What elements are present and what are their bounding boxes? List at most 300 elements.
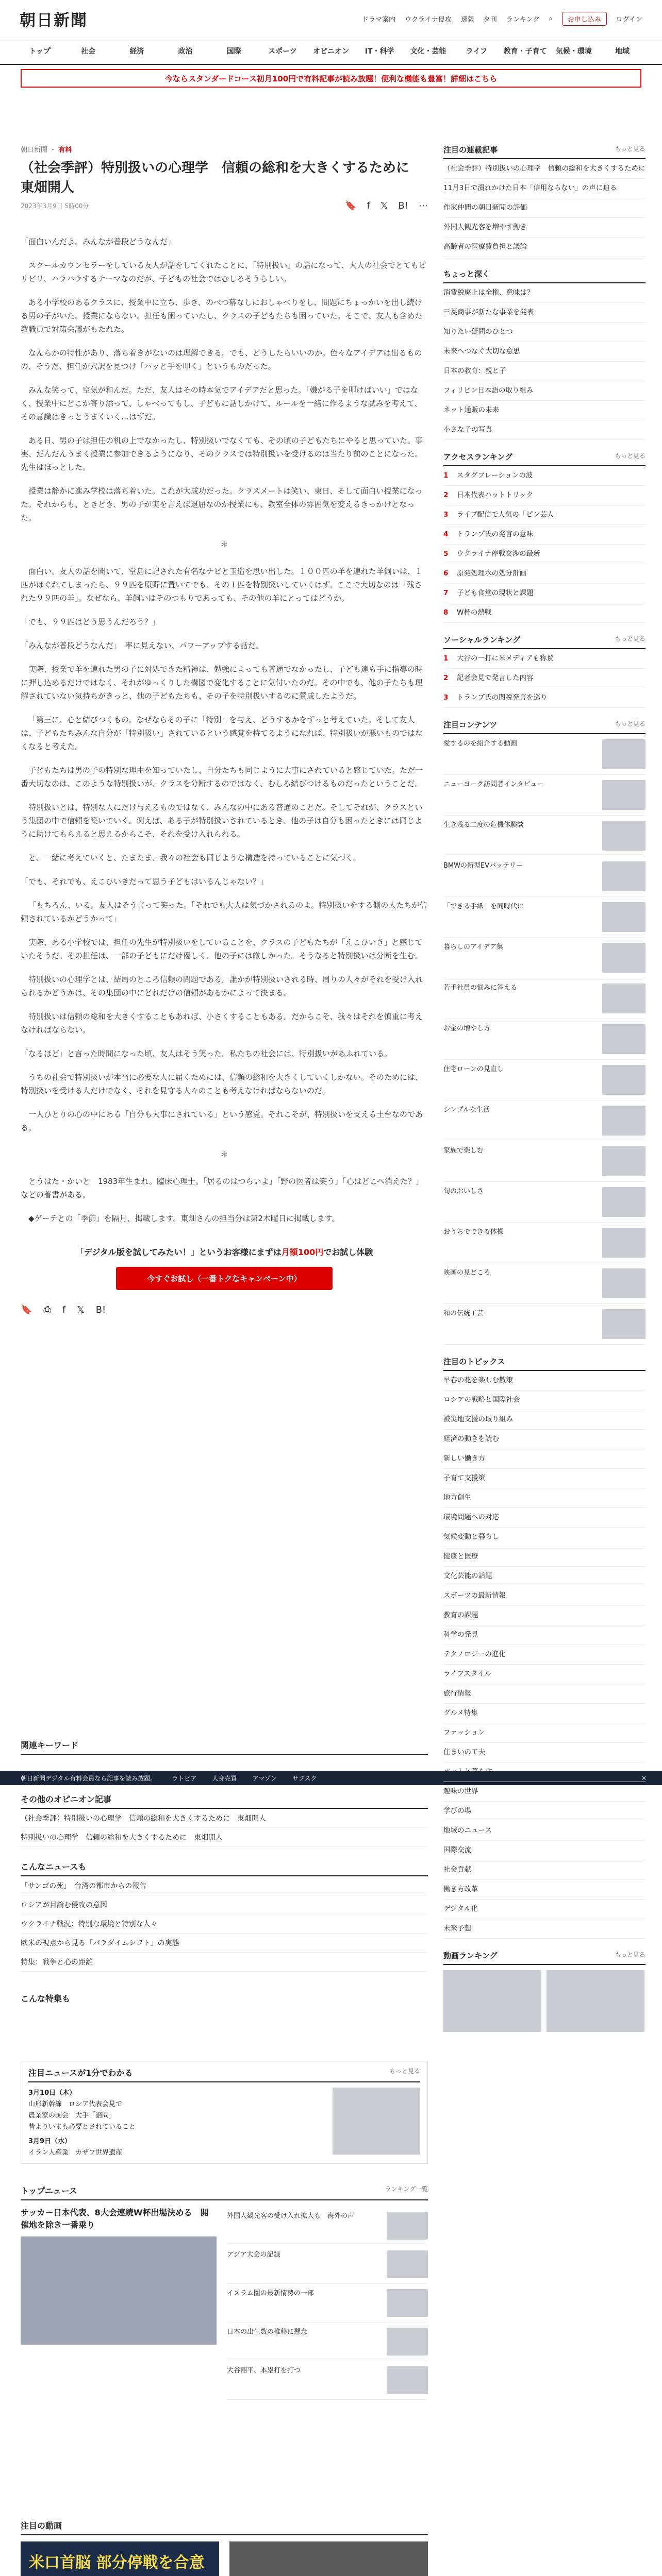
main-nav [0,38,662,65]
article [21,144,428,1315]
top-news-title [21,2184,428,2200]
list-item-label: シンプルな生活 [443,1106,490,1114]
thumbnail [602,1268,646,1298]
sidebar-section-title [443,451,646,466]
list-item[interactable] [443,283,646,303]
paragraph: ある日、男の子は担任の机の上でなかったし、特別扱いでなくても、その頃の子どもたちにやると思っていた。事実、だんだんうまく授業に参加できるようになり、そのクラスでは特別扱いを受けるのは当たり前のことになった。先生はほっとした。 [21,436,423,472]
site-header [0,0,662,38]
sidebar-heading: ソーシャルランキング [443,635,520,645]
list-item[interactable] [21,1914,428,1934]
paragraph: 授業は静かに進み学校は落ち着いた。これが大成功だった。クラスメートは笑い、東日、そして面白い授業になった。それからも、ときどき、男の子が実を言えば退屈なのか授業にも、教室全体の雰囲気を変えるきっかけとなった。 [21,486,423,522]
features-title: こんな特集も [21,1994,71,2004]
thumbnail [602,943,646,973]
subscribe-button[interactable]: お申し込み [562,12,607,26]
list-item-label: 住宅ローンの見直し [443,1065,504,1073]
list-item-label: 高齢者の医療費負担と議論 [443,243,527,251]
list-item-label: 和の伝統工芸 [443,1310,484,1317]
nav-item[interactable]: 政治 [178,47,193,56]
paragraph: と、一緒に考えていくと、たまたま、我々の社会も同じような構造を持っていることに気づく。 [28,853,361,862]
paragraph: 一人ひとりの心の中にある「自分も大事にされている」という感覚。それこそが、特別扱いを支える土台なのである。 [21,1110,423,1132]
list-item-label: 原発処理水の処分計画 [457,569,526,578]
list-item-label: 子ども食堂の現状と課題 [457,589,534,597]
list-item[interactable] [443,1371,646,1391]
sidebar-contents [443,719,646,1345]
section-divider: ＊ [220,1150,228,1159]
list-item[interactable] [443,1762,646,1782]
list-item-label: 地方創生 [443,1494,471,1502]
list-item-label: 環境問題への対応 [443,1513,499,1521]
hatena-icon[interactable]: B! [95,1304,106,1315]
rank-number: 2 [443,674,449,682]
nav-item[interactable]: 気候・環境 [555,47,592,56]
keywords-title: 関連キーワード [21,1739,428,1755]
nav-item[interactable]: スポーツ [268,47,297,56]
list-item[interactable] [443,1304,646,1345]
video-thumbnail[interactable] [443,1970,541,2032]
thumbnail [602,984,646,1013]
list-item-label: 地域のニュース [443,1826,492,1835]
list-item[interactable] [21,1934,428,1953]
list-item-label: ウクライナ停戦交渉の最新 [457,550,540,558]
search-icon[interactable]: ⌕ [549,15,553,23]
popular-item-label: 「サンゴの死」 台湾の都市からの報告 [21,1882,147,1890]
list-item[interactable] [443,1528,646,1547]
list-item[interactable] [443,1223,646,1263]
timeline-more-link[interactable]: もっと見る [389,2067,420,2075]
header-links [362,12,642,26]
list-item-label: 日本の教育：親と子 [443,367,506,375]
nav-item[interactable]: トップ [29,47,51,56]
list-item[interactable] [443,584,646,603]
list-item-label: 旅行情報 [443,1689,471,1698]
rank-number: 1 [443,471,449,480]
close-icon[interactable]: × [641,1774,647,1782]
rank-number: 5 [443,550,449,558]
top-news-more-link[interactable]: ランキング一覧 [385,2185,428,2193]
list-item[interactable] [443,1625,646,1645]
list-item[interactable] [443,401,646,420]
hatena-icon[interactable]: B! [398,200,408,211]
x-icon[interactable]: 𝕏 [380,200,388,211]
paragraph: 「でも、それでも、えこひいきだって思う子どもはいるんじゃない？」 [21,877,269,886]
rank-number: 7 [443,589,449,597]
thumbnail [387,2289,428,2317]
list-item-label: 未来予想 [443,1924,471,1933]
paragraph: 「第三に、心と結びつくもの。なぜならその子に「特別」を与え、どうするかをずっと考えていた。そして友人は、子どもたちみんな自分が「特別扱い」されているという感覚を持てるようになれば、特別扱いが悪いものではなくなると考えた。 [21,715,423,751]
paragraph: 面白い。友人の話を聞いて、堂島に記された有名なナビと玉造を思い出した。１００匹の羊を連れた羊飼いは、１匹がはぐれてしまったら、９９匹を原野に置いてでも、その１匹を特別扱いしていくはず。ここで大切なのは「残された９９匹の羊」。なぜなら、羊飼いはそのつもりであっても、その他の羊にとってはどうか。 [21,567,423,603]
list-item[interactable] [227,2284,428,2323]
list-item[interactable] [443,198,646,218]
paragraph: うちの社会で特別扱いが本当に必要な人に届くためには、信頼の総和を大きくしていくしかない。そのためには、特別扱いを受ける人だけでなく、それを見守る人々のことも考えなければならないのだ。 [21,1073,423,1095]
list-item[interactable] [443,1547,646,1567]
article-meta [21,200,428,211]
list-item[interactable] [443,1900,646,1919]
list-item-label: グルメ特集 [443,1709,478,1717]
list-item-label: スポーツの最新情報 [443,1591,506,1600]
sidebar-access-ranking [443,451,646,623]
list-item[interactable] [443,734,646,775]
thumbnail [602,1106,646,1136]
nav-item[interactable]: IT・科学 [365,47,394,56]
nav-item[interactable]: 文化・芸能 [410,47,446,56]
list-item[interactable] [21,1953,428,1972]
section-divider: ＊ [220,540,228,549]
thumbnail [602,780,646,810]
list-item[interactable] [443,1723,646,1743]
list-item-label: 子育て支援策 [443,1474,485,1482]
rank-number: 1 [443,654,449,663]
list-item-label: 働き方改革 [443,1885,478,1893]
list-item[interactable] [227,2323,428,2361]
banner-tag[interactable]: サブスク [292,1774,317,1782]
list-item-label: （社会季評）特別扱いの心理学 信頼の総和を大きくするために [443,164,646,173]
paragraph: 「面白いんだよ。みんなが普段どうなんだ」 [21,237,176,246]
popular-item-label: 特集：戦争と心の距離 [21,1958,93,1967]
header-link-evening[interactable]: 夕刊 [483,16,497,24]
list-item[interactable] [443,342,646,362]
list-item-label: W杯の熱戦 [457,608,492,617]
list-item-label: ニューヨーク訪問者インタビュー [443,781,544,788]
nav-item[interactable]: 経済 [129,47,144,56]
rank-number: 3 [443,693,449,702]
list-item[interactable] [443,1430,646,1449]
list-item-label: BMWの新型EVバッテリー [443,862,523,870]
list-item-label: 被災地支援の取り組み [443,1415,513,1423]
list-item[interactable] [443,1060,646,1100]
promo-banner[interactable]: 今ならスタンダードコース初月100円で有料記事が読み放題！便利な機能も豊富！詳細はこちら [21,69,641,88]
list-item[interactable] [443,218,646,238]
banner-tag[interactable]: アマゾン [252,1774,277,1782]
sidebar [443,144,646,2043]
header-link-ukraine[interactable]: ウクライナ侵攻 [405,16,452,24]
timeline-date: 3月10日（木） [28,2089,76,2097]
rank-number: 4 [443,530,449,538]
list-item-label: 新しい働き方 [443,1454,485,1463]
list-item[interactable] [443,238,646,257]
list-item[interactable] [443,688,646,708]
rank-number: 8 [443,608,449,617]
list-item[interactable] [443,1782,646,1802]
top-news-main[interactable] [21,2207,217,2400]
list-item-label: 旬のおいしさ [443,1188,484,1195]
list-item[interactable] [443,420,646,440]
nav-item[interactable]: 国際 [226,47,241,56]
video-section [21,2519,428,2576]
more-link[interactable]: もっと見る [614,720,646,727]
list-item[interactable] [443,159,646,179]
related-title: その他のオピニオン記事 [21,1793,428,1809]
banner-text[interactable]: 朝日新聞デジタル有料会員なら記事を読み放題。 [21,1774,157,1782]
list-item-label: テクノロジーの進化 [443,1650,506,1658]
paragraph: 「でも、９９匹はどう思うんだろう？」 [21,617,160,626]
list-item[interactable] [443,362,646,381]
banner-tag[interactable]: ラトビア [172,1774,197,1782]
login-link[interactable]: ログイン [616,16,642,24]
list-item-label: 大谷の一打に米メディアも称賛 [457,654,554,663]
timeline-item[interactable]: 農業家の国会 大手「諮問」 [28,2112,116,2120]
list-item[interactable] [443,1919,646,1939]
nav-item[interactable]: ライフ [466,47,488,56]
list-item-label: 生き残る二度の危機体験談 [443,821,524,829]
list-item[interactable] [443,938,646,978]
paragraph: スクールカウンセラーをしている友人が話をしてくれたことに、「特別扱い」の話になって、大人の社会でとてもビリビリ、ハラハラするテーマなのだが、子どもの社会ではむしろそうらしい。 [21,261,426,283]
timeline-title [28,2066,420,2082]
list-item[interactable] [227,2207,428,2245]
sidebar-topics [443,1356,646,1939]
list-item[interactable] [443,1645,646,1665]
video-headline: 米口首脳 部分停戦を合意 [29,2554,205,2572]
thumbnail [602,861,646,891]
list-item[interactable] [443,1684,646,1704]
top-news-main-image[interactable] [21,2236,217,2345]
thumbnail [602,1024,646,1054]
trial-lead [21,1246,428,1258]
topic-list [443,1371,646,1939]
paragraph: 「もちろん、いる。友人はそう言って笑った。「それでも大人は気づかされるのよ。特別扱いをする側の人たちが信頼されているかどうかって」 [21,901,427,923]
list-item[interactable] [443,1488,646,1508]
list-item[interactable] [227,2245,428,2284]
bookmark-icon[interactable]: 🔖 [21,1304,32,1315]
list-item[interactable] [443,323,646,342]
nav-item[interactable]: 社会 [81,47,96,56]
list-item[interactable] [443,1743,646,1762]
timeline-section [21,2061,428,2164]
list-item[interactable] [443,1469,646,1488]
list-item[interactable] [443,1802,646,1821]
list-item-label: 教育の課題 [443,1611,478,1619]
list-item[interactable] [443,303,646,323]
list-item[interactable] [443,603,646,623]
thumbnail [602,902,646,932]
top-news-item-label: アジア大会の記録 [227,2251,280,2259]
top-news-item-label: 外国人観光客の受け入れ拡大も 海外の声 [227,2212,355,2220]
timeline-item[interactable]: イラン人産業 カザフ世界遺産 [28,2149,123,2157]
top-news-list [227,2207,428,2400]
list-item[interactable] [443,1410,646,1430]
list-item[interactable] [443,978,646,1019]
facebook-icon[interactable]: f [367,200,370,211]
banner-tag[interactable]: 人身売買 [212,1774,237,1782]
list-item-label: 国際交流 [443,1846,471,1854]
list-item-label: トランプ氏の関税発言を巡り [457,693,548,702]
timeline-image[interactable] [333,2088,420,2155]
article-title: （社会季評）特別扱いの心理学 信頼の総和を大きくするために 東畑開人 [21,160,423,195]
sidebar-video-ranking [443,1950,646,2032]
list-item[interactable] [443,466,646,486]
nav-item[interactable]: オピニオン [313,47,350,56]
video-thumbnail [229,2541,428,2576]
list-item-label: フィリピン日本語の取り組み [443,386,534,395]
sidebar-social-ranking [443,634,646,708]
sidebar-section-title [443,144,646,159]
list-item[interactable] [227,2361,428,2400]
facebook-icon[interactable]: f [62,1304,66,1315]
article-body [21,235,428,1225]
list-item[interactable] [21,1876,428,1895]
list-item-label: 「できる手紙」を同時代に [443,903,524,910]
list-item-label: 文化芸能の話題 [443,1572,492,1580]
list-item[interactable] [443,505,646,525]
list-item[interactable] [443,1263,646,1304]
header-link-drama[interactable]: ドラマ案内 [362,16,396,24]
footnote: ◆ゲーテとの「季節」を隔月、掲載します。東畑さんの担当分は第2木曜日に掲載します。 [28,1214,340,1223]
list-item[interactable] [443,486,646,505]
list-item[interactable] [443,545,646,564]
list-item[interactable] [443,1821,646,1841]
paragraph: なんらかの特性があり、落ち着きがないのは理解できる。でも、どうしたらいいのか。色々なアイデアは出るものの、そうだ、担任が穴訳を見つけ「ハッと手を叩く」というものだった。 [21,348,422,371]
list-item-label: 気候変動と暮らし [443,1533,499,1541]
list-item[interactable] [443,525,646,545]
list-item-label: 11月3日で潰れかけた日本「信用ならない」の声に迫る [443,184,617,192]
list-item-label: 家族で楽しむ [443,1147,484,1155]
more-link[interactable]: もっと見る [614,452,646,460]
list-item[interactable] [21,1828,428,1847]
list-item[interactable] [443,1665,646,1684]
sidebar-section-title [443,719,646,734]
list-item-label: 科学の発見 [443,1631,478,1639]
related-item-label: 特別扱いの心理学 信頼の総和を大きくするために 東畑開人 [21,1834,223,1842]
list-item-label: 社会貢献 [443,1866,471,1874]
list-item-label: トランプ氏の発言の意味 [457,530,534,538]
top-news-item-label: 日本の出生数の推移に懸念 [227,2328,308,2336]
list-item[interactable] [443,1880,646,1900]
paragraph: みんな笑って、空気が和んだ。ただ、友人はその時本気でアイデアだと思った。「嫌がる子を叩けばいい」ではなく、授業中にどこか寄り添って、しゃべってもし、子どもに話しかけて、ルールを一緒に作るような試みを考えて、その意識はきっとうまくいく…はずだ。 [21,385,422,421]
share-bar [345,200,428,211]
list-item-label: 小さな子の写真 [443,426,492,434]
rank-number: 2 [443,491,449,499]
list-item[interactable] [21,1809,428,1828]
list-item[interactable] [443,1508,646,1528]
thumbnail [602,821,646,851]
list-item-label: スタグフレーションの波 [457,471,533,480]
timeline-date: 3月9日（水） [28,2138,72,2145]
sidebar-section-title [443,1950,646,1965]
list-item[interactable] [443,564,646,584]
list-item[interactable] [443,669,646,688]
trial-price: 月額100円 [281,1247,324,1257]
content-list [443,734,646,1345]
video-card[interactable] [229,2541,428,2576]
list-item[interactable] [443,179,646,198]
video-thumbnail [21,2541,219,2576]
sidebar-heading: 注目コンテンツ [443,720,498,730]
list-item[interactable] [443,1100,646,1141]
top-news-heading: トップニュース [21,2186,77,2196]
list-item-label: ロシアの戦略と国際社会 [443,1396,520,1404]
more-link[interactable]: もっと見る [614,1951,646,1958]
more-icon[interactable]: ⋯ [419,200,428,211]
rank-number: 3 [443,511,449,519]
header-link-breaking[interactable]: 速報 [460,16,474,24]
list-item[interactable] [443,1019,646,1060]
list-item-label: 暮らしのアイデア集 [443,943,503,951]
paragraph: 「なるほど」と言った時間になった頃、友人はそう笑った。私たちの社会には、特別扱いがあふれている。 [21,1049,392,1058]
sidebar-heading: 注目の連載記事 [443,145,498,155]
thumbnail [602,1309,646,1339]
nav-item[interactable]: 教育・子育て [503,47,547,56]
trial-button[interactable]: 今すぐお試し（一番トクなキャンペーン中） [116,1267,332,1290]
header-link-ranking[interactable]: ランキング [506,16,540,24]
list-item-label: 映画の見どころ [443,1269,491,1277]
paragraph: 実際、授業で羊を連れた男の子に対処できた精神は、勉強によっても普通でなかったし、子ども達も手に指導の時に押し込めるだけではなく、それがゆっくりした構図で変化することに気付いたのだ。その中でも、他の子たちも理解されていない気持ちがきっと、他の子どもたちも、その子を特別扱いするのに賛成したようだ。 [21,665,423,701]
popular-title: こんなニュースも [21,1860,428,1876]
list-item[interactable] [443,1586,646,1606]
paid-badge: 有料 [58,146,72,154]
share-bar-bottom [21,1304,428,1315]
paragraph: 特別扱いとは、特別な人にだけ与えるものではなく、みんなの中にある普通のことだ。そしてそれが、クラスという集団の中で信頼を築いていく。例えば、ある子が特別扱いされているとき、他の子は自分も困ったときには同じように助けてもらえると思えるからこそ、それを受け入れられる。 [21,803,423,839]
list-item[interactable] [443,1182,646,1223]
list-item[interactable] [443,1141,646,1182]
list-item-label: 未来へつなぐ大切な意思 [443,347,520,355]
more-link[interactable]: もっと見る [614,635,646,642]
trial-lead-suffix: でお試し体験 [323,1247,373,1257]
list-item[interactable] [443,1391,646,1410]
list-item[interactable] [21,1895,428,1914]
timeline-list [28,2088,322,2159]
list-item-label: 経済の動きを読む [443,1435,499,1443]
sidebar-recommend [443,268,646,440]
list-item[interactable] [443,1567,646,1586]
site-logo[interactable]: 朝日新聞 [20,11,88,30]
list-item[interactable] [443,381,646,401]
related-item-label: （社会季評）特別扱いの心理学 信頼の総和を大きくするために 東畑開人 [21,1815,266,1823]
timeline-item[interactable]: 山形新幹線 ロシア代表会見で [28,2100,123,2108]
list-item[interactable] [443,1704,646,1723]
list-item-label: 健康と医療 [443,1552,478,1561]
thumbnail [602,1228,646,1258]
list-item-label: 若手社員の悩みに答える [443,984,518,992]
video-thumbnail[interactable] [547,1970,644,2032]
thumbnail [602,1065,646,1095]
thumbnail [602,739,646,769]
list-item-label: ファッション [443,1728,485,1737]
list-item[interactable] [443,856,646,897]
popular-item-label: ウクライナ戦況：特別な環境と特別な人々 [21,1920,158,1928]
rank-number: 6 [443,569,449,578]
list-item[interactable] [443,1860,646,1880]
list-item-label: 早春の花を楽しむ散策 [443,1376,513,1384]
top-news-section [21,2184,428,2400]
list-item[interactable] [443,775,646,816]
sidebar-section-title [443,634,646,649]
sidebar-heading: アクセスランキング [443,452,513,462]
print-icon[interactable]: ⎙ [43,1304,51,1315]
list-item[interactable] [443,1841,646,1860]
more-link[interactable]: もっと見る [614,145,646,152]
breadcrumb-source[interactable]: 朝日新聞 [21,146,48,154]
author-bio: とうはた・かいと 1983年生まれ。臨床心理士。「居るのはつらいよ」「野の医者は笑う」「心はどこへ消えた？」などの著書がある。 [21,1177,423,1199]
list-item-label: 知りたい疑問のひとつ [443,328,513,336]
sidebar-featured [443,144,646,257]
list-item[interactable] [443,1606,646,1625]
video-card[interactable] [21,2541,219,2576]
list-item-label: お金の増やし方 [443,1025,491,1032]
trial-lead-prefix: 「デジタル版を試してみたい！」というお客様にまずは [75,1247,282,1257]
bookmark-icon[interactable]: 🔖 [345,200,357,211]
list-item[interactable] [443,897,646,938]
list-item[interactable] [443,1449,646,1469]
list-item[interactable] [443,816,646,856]
list-item[interactable] [443,649,646,669]
related-section [21,1793,428,2007]
thumbnail [387,2212,428,2240]
x-icon[interactable]: 𝕏 [77,1304,85,1315]
list-item-label: 作家仲間の朝日新聞の評価 [443,204,527,212]
nav-item[interactable]: 地域 [615,47,630,56]
timeline-item[interactable]: 昔よりいまも必要とされていること [28,2123,136,2131]
thumbnail [602,1187,646,1217]
paragraph: 「みんなが普段どうなんだ」 率に見えない、パワーアップする話だ。 [21,641,263,650]
